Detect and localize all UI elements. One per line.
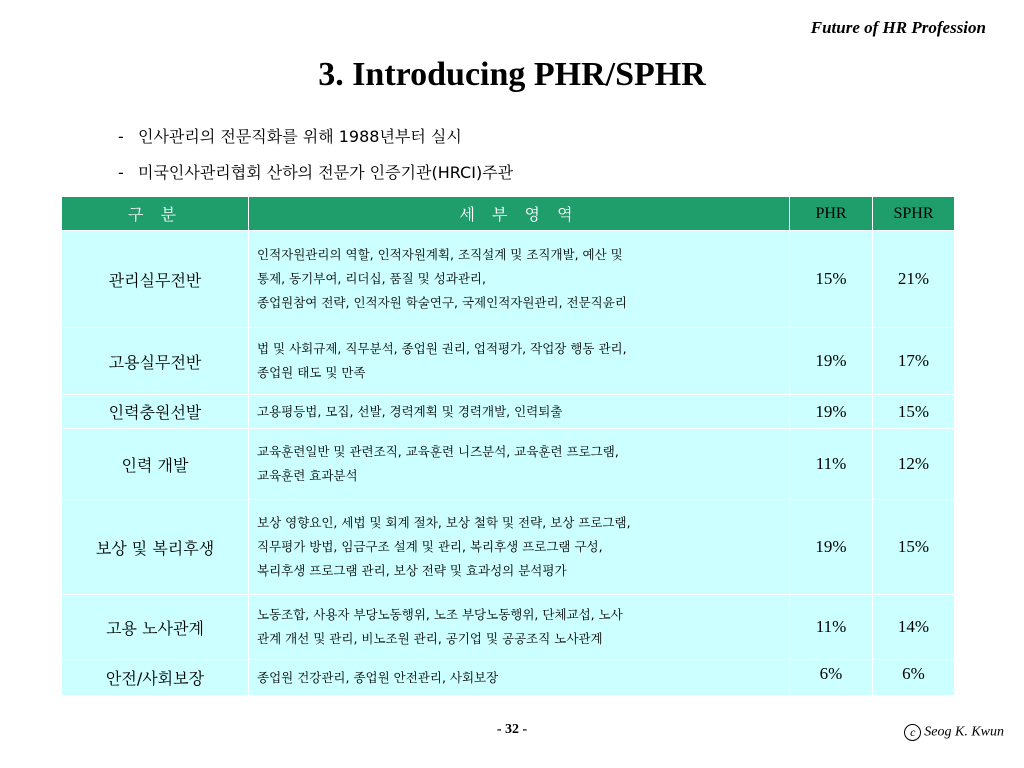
detail-line: 교육훈련일반 및 관련조직, 교육훈련 니즈분석, 교육훈련 프로그램,: [257, 444, 619, 459]
copyright-notice: [904, 724, 1004, 741]
row-phr: 15%: [790, 231, 873, 328]
bullet-text: 미국인사관리협회 산하의 전문가 인증기관(HRCI)주관: [138, 163, 514, 182]
row-details: [249, 500, 790, 595]
header-sphr: SPHR: [873, 197, 955, 231]
bullet-item: [118, 124, 462, 147]
detail-line: 인적자원관리의 역할, 인적자원계획, 조직설계 및 조직개발, 예산 및: [257, 247, 623, 262]
row-details: [249, 328, 790, 395]
row-category: 관리실무전반: [62, 231, 249, 328]
detail-line: 종업원 건강관리, 종업원 안전관리, 사회보장: [257, 669, 499, 685]
row-sphr: 15%: [873, 500, 955, 595]
row-category: 고용실무전반: [62, 328, 249, 395]
table-row: [62, 429, 955, 500]
detail-line: 법 및 사회규제, 직무분석, 종업원 권리, 업적평가, 작업장 행동 관리,: [257, 341, 627, 356]
row-sphr: 17%: [873, 328, 955, 395]
bullet-dash: -: [118, 163, 124, 182]
row-category: 안전/사회보장: [62, 660, 249, 696]
row-sphr: 12%: [873, 429, 955, 500]
row-details: [249, 660, 790, 696]
table-row: [62, 660, 955, 696]
table-row: [62, 395, 955, 429]
page-title: 3. Introducing PHR/SPHR: [318, 56, 706, 93]
row-category: 인력 개발: [62, 429, 249, 500]
author-name: Seog K. Kwun: [924, 724, 1004, 740]
table-header-row: [62, 197, 955, 231]
detail-line: 직무평가 방법, 임금구조 설계 및 관리, 복리후생 프로그램 구성,: [257, 539, 603, 554]
row-phr: 19%: [790, 395, 873, 429]
detail-line: 보상 영향요인, 세법 및 회계 절차, 보상 철학 및 전략, 보상 프로그램,: [257, 515, 631, 530]
exam-domain-table: [61, 196, 955, 696]
table-row: [62, 328, 955, 395]
row-category: 인력충원선발: [62, 395, 249, 429]
row-phr: 19%: [790, 328, 873, 395]
row-details: [249, 395, 790, 429]
detail-line: 관계 개선 및 관리, 비노조원 관리, 공기업 및 공공조직 노사관계: [257, 631, 603, 646]
detail-line: 노동조합, 사용자 부당노동행위, 노조 부당노동행위, 단체교섭, 노사: [257, 607, 623, 622]
bullet-dash: -: [118, 127, 124, 146]
row-phr: 11%: [790, 595, 873, 660]
detail-line: 교육훈련 효과분석: [257, 468, 358, 483]
header-category: 구 분: [62, 197, 249, 231]
row-details: [249, 231, 790, 328]
header-title: Future of HR Profession: [810, 18, 986, 37]
row-phr: 6%: [790, 660, 873, 696]
detail-line: 복리후생 프로그램 관리, 보상 전략 및 효과성의 분석평가: [257, 563, 567, 578]
row-sphr: 21%: [873, 231, 955, 328]
detail-line: 고용평등법, 모집, 선발, 경력계획 및 경력개발, 인력퇴출: [257, 403, 563, 419]
row-phr: 11%: [790, 429, 873, 500]
copyright-icon: c: [904, 724, 921, 741]
table-row: [62, 500, 955, 595]
row-phr: 19%: [790, 500, 873, 595]
row-sphr: 14%: [873, 595, 955, 660]
bullet-text: 인사관리의 전문직화를 위해 1988년부터 실시: [138, 127, 462, 146]
bullet-item: [118, 160, 513, 183]
row-details: [249, 429, 790, 500]
row-category: 고용 노사관계: [62, 595, 249, 660]
table-row: [62, 231, 955, 328]
detail-line: 종업원 태도 및 만족: [257, 365, 366, 380]
detail-line: 종업원참여 전략, 인적자원 학술연구, 국제인적자원관리, 전문직윤리: [257, 295, 627, 310]
page-number: - 32 -: [496, 722, 528, 737]
row-sphr: 15%: [873, 395, 955, 429]
row-details: [249, 595, 790, 660]
row-sphr: 6%: [873, 660, 955, 696]
table-row: [62, 595, 955, 660]
header-details: 세 부 영 역: [249, 197, 790, 231]
header-phr: PHR: [790, 197, 873, 231]
detail-line: 통제, 동기부여, 리더십, 품질 및 성과관리,: [257, 271, 486, 286]
row-category: 보상 및 복리후생: [62, 500, 249, 595]
